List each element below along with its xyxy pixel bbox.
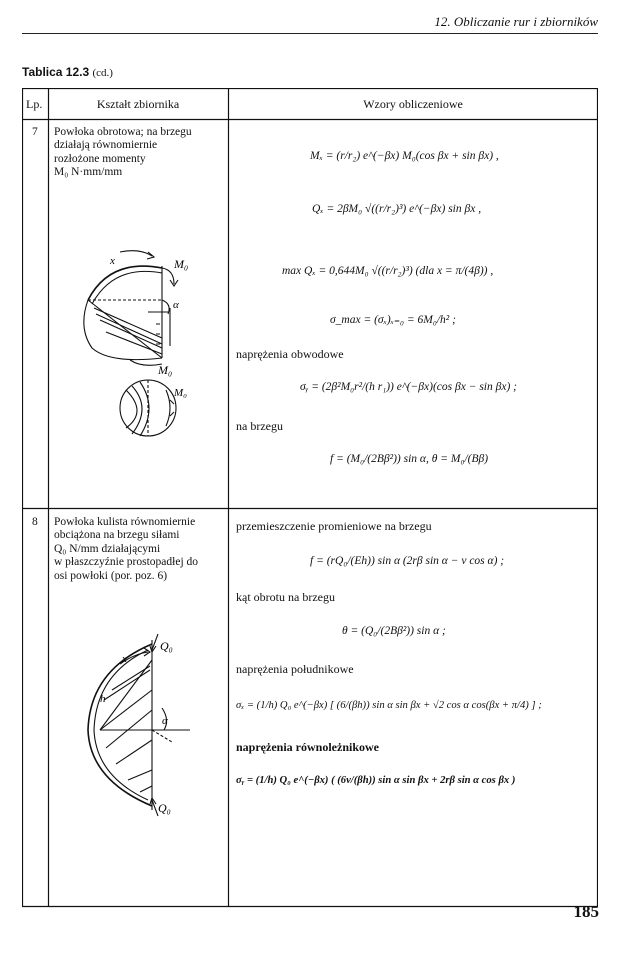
row-8-description: [54, 516, 226, 583]
table-caption-label: Tablica 12.3: [22, 65, 90, 79]
formula-Mx: Mₓ = (r/r₂) e^(−βx) M₀(cos βx + sin βx) ,: [310, 150, 499, 162]
formula-f-theta: f = (M₀/(2Bβ²)) sin α, θ = M₀/(Bβ): [330, 453, 489, 465]
row-8-fig-h: h: [100, 693, 106, 705]
row-7-desc-line: rozłożone momenty: [54, 152, 146, 165]
header-rule: [22, 33, 598, 34]
table-caption: [22, 65, 113, 79]
formula-sigma-y-8: σᵧ = (1/h) Q₀ e^(−βx) ( (6ν/(βh)) sin α sin βx + 2rβ sin α cos βx ): [236, 775, 516, 786]
row-8-fig-x: x: [122, 653, 127, 665]
row-8-fig-Q0-bottom: Q₀: [158, 801, 171, 815]
header-formulas: Wzory obliczeniowe: [363, 97, 463, 111]
row-7-fig-M0-bottom: M₀: [158, 363, 173, 377]
row-7-lp: 7: [32, 126, 38, 138]
label-hoop-stress: naprężenia obwodowe: [236, 347, 344, 361]
label-edge: na brzegu: [236, 419, 283, 433]
row-8-desc-line: w płaszczyźnie prostopadłej do: [54, 556, 199, 569]
row-8-fig-Q0-top: Q₀: [160, 639, 173, 653]
formula-sigma-max: σ_max = (σₓ)ₓ₌₀ = 6M₀/h² ;: [330, 314, 456, 326]
header-lp: Lp.: [26, 97, 43, 111]
formula-maxQx: max Qₓ = 0,644M₀ √((r/r₂)³) (dla x = π/(4β)) ,: [282, 265, 494, 277]
row-7-desc-line: Powłoka obrotowa; na brzegu: [54, 126, 192, 138]
formula-Qx: Qₓ = 2βM₀ √((r/r₂)³) e^(−βx) sin βx ,: [312, 203, 482, 215]
row-8-desc-line: Q₀ N/mm działającymi: [54, 542, 161, 555]
header-shape: Kształt zbiornika: [96, 97, 180, 111]
label-meridional: naprężenia południkowe: [236, 662, 354, 676]
row-8-figure: [60, 630, 210, 820]
row-8-fig-alpha: α: [162, 715, 168, 727]
row-7-desc-line: działają równomiernie: [54, 139, 158, 152]
row-7-fig-M0-top: M₀: [174, 257, 189, 271]
formula-f-8: f = (rQ₀/(Eh)) sin α (2rβ sin α − ν cos α) ;: [310, 555, 505, 567]
row-8-lp: 8: [32, 516, 38, 528]
label-parallel: naprężenia równoleżnikowe: [236, 740, 379, 754]
formula-sigma-x-8: σₓ = (1/h) Q₀ e^(−βx) [ (6/(βh)) sin α sin βx + √2 cos α cos(βx + π/4) ] ;: [236, 700, 542, 711]
page-number: 185: [573, 902, 599, 921]
table-caption-continued: (cd.): [92, 67, 113, 79]
row-8-desc-line: osi powłoki (por. poz. 6): [54, 569, 168, 582]
label-rotation: kąt obrotu na brzegu: [236, 590, 335, 604]
label-radial-displacement: przemieszczenie promieniowe na brzegu: [236, 519, 432, 533]
row-7-desc-line: M₀ N·mm/mm: [54, 166, 123, 179]
row-7-fig-x: x: [110, 255, 115, 267]
row-8-desc-line: Powłoka kulista równomiernie: [54, 516, 196, 528]
row-8-desc-line: obciążona na brzegu siłami: [54, 529, 180, 542]
row-7-figure: [70, 240, 210, 440]
row-7-fig-M0-side: M₀: [174, 387, 187, 399]
formula-sigma-y-7: σᵧ = (2β²M₀r²/(h r₁)) e^(−βx)(cos βx − sin βx) ;: [300, 381, 517, 393]
running-head: 12. Obliczanie rur i zbiorników: [434, 14, 598, 29]
formula-theta-8: θ = (Q₀/(2Bβ²)) sin α ;: [342, 625, 446, 637]
row-7-description: [54, 126, 226, 180]
row-7-fig-alpha: α: [173, 299, 179, 311]
